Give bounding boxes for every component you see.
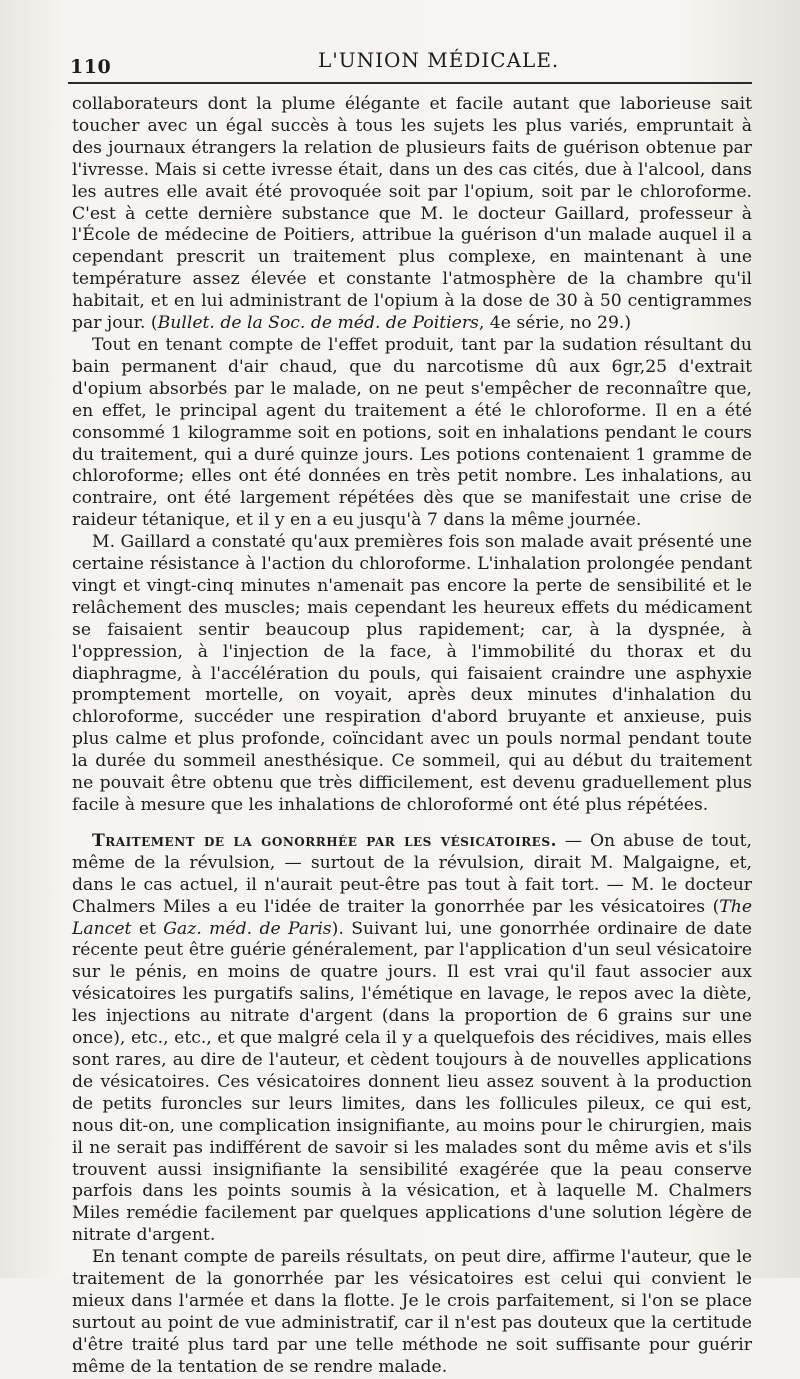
paragraph-1 (72, 94, 752, 335)
section-text-3: ). Suivant lui, une gonorrhée ordinaire de date récente peut être guérie généralement, par l'application d'un seul vésicatoire sur le pénis, en moins de quatre jours. Il est vrai qu'il faut associer aux vésicatoires les purgatifs salins, l'émétique en lavage, le repos avec la diète, les injections au nitrate d'argent (dans la proportion de 6 grains sur une once), etc., etc., et que malgré cela il y a quelquefois des récidives, mais elles sont rares, au dire de l'auteur, et cèdent toujours à de nouvelles applications de vésicatoires. Ces vésicatoires donnent lieu assez souvent à la production de petits furoncles sur leurs limites, dans les follicules pileux, ce qui est, nous dit-on, une complication insignifiante, au moins pour le chirurgien, mais il ne serait pas indifférent de savoir si les malades sont du même avis et s'ils trouvent aussi insignifiante la sensibilité exagérée que la peau conserve parfois dans les points soumis à la vésication, et à laquelle M. Chalmers Miles remédie facilement par quelques applications d'une solution légère de nitrate d'argent. (72, 918, 752, 1246)
bulletin-reference-rest: , 4e série, no 29.) (478, 313, 632, 334)
lancet-reference: The Lancet (72, 896, 752, 939)
section-text-2: et (131, 918, 164, 939)
header-rule (68, 82, 752, 84)
article-body (72, 94, 752, 1379)
paragraph-gonorrhea-section (72, 831, 752, 1247)
gazette-reference: Gaz. méd. de Paris (163, 918, 332, 939)
page-number: 110 (70, 56, 112, 78)
paragraph-1-text: collaborateurs dont la plume élégante et facile autant que laborieuse sait toucher avec un égal succès à tous les sujets les plus variés, empruntait à des journaux étrangers la relation de plusieurs faits de guérison obtenue par l'ivresse. Mais si cette ivresse était, dans un des cas cités, due à l'alcool, dans les autres elle avait été provoquée soit par l'opium, soit par le chloroforme. C'est à cette dernière substance que M. le docteur Gaillard, professeur à l'École de médecine de Poitiers, attribue la guérison d'un malade auquel il a cependant prescrit un traitement plus complexe, en maintenant à une température assez élevée et constante l'atmosphère de la chambre qu'il habitait, et en lui administrant de l'opium à la dose de 30 à 50 centigrammes par jour. ( (72, 94, 752, 334)
page-header (68, 44, 748, 80)
paragraph-3: M. Gaillard a constaté qu'aux premières fois son malade avait présenté une certaine résistance à l'action du chloroforme. L'inhalation prolongée pendant vingt et vingt-cinq minutes n'amenait pas encore la perte de sensibilité et le relâchement des muscles; mais cependant les heureux effets du médicament se faisaient sentir beaucoup plus rapidement; car, à la dyspnée, à l'oppression, à l'injection de la face, à l'immobilité du thorax et du diaphragme, à l'accélération du pouls, qui faisaient craindre une asphyxie promptement mortelle, on voyait, après deux minutes d'inhalation du chloroforme, succéder une respiration d'abord bruyante et anxieuse, puis plus calme et plus profonde, coïncidant avec un pouls normal pendant toute la durée du sommeil anesthésique. Ce sommeil, qui au début du traitement ne pouvait être obtenu que très difficilement, est devenu graduellement plus facile à mesure que les inhalations de chloroformé ont été plus répétées. (72, 532, 752, 815)
section-text-1: — On abuse de tout, même de la révulsion, — surtout de la révulsion, dirait M. Malgaigne, et, dans le cas actuel, il n'aurait peut-être pas tout à fait tort. — M. le docteur Chalmers Miles a eu l'idée de traiter la gonorrhée par les vésicatoires ( (72, 830, 752, 917)
paragraph-5: En tenant compte de pareils résultats, on peut dire, affirme l'auteur, que le traitement de la gonorrhée par les vésicatoires est celui qui convient le mieux dans l'armée et dans la flotte. Je le crois parfaitement, si l'on se place surtout au point de vue administratif, car il n'est pas douteux que la certitude d'être traité plus tard par une telle méthode ne soit suffisante pour guérir même de la tentation de se rendre malade. (72, 1247, 752, 1377)
section-title: Traitement de la gonorrhée par les vésicatoires. (92, 830, 557, 851)
bulletin-reference: Bullet. de la Soc. de méd. de Poitiers (157, 313, 479, 334)
running-head: L'UNION MÉDICALE. (318, 48, 560, 72)
paragraph-2: Tout en tenant compte de l'effet produit, tant par la sudation résultant du bain permanent d'air chaud, que du narcotisme dû aux 6gr,25 d'extrait d'opium absorbés par le malade, on ne peut s'empêcher de reconnaître que, en effet, le principal agent du traitement a été le chloroforme. Il en a été consommé 1 kilogramme soit en potions, soit en inhalations pendant le cours du traitement, qui a duré quinze jours. Les potions contenaient 1 gramme de chloroforme; elles ont été données en très petit nombre. Les inhalations, au contraire, ont été largement répétées dès que se manifestait une crise de raideur tétanique, et il y en a eu jusqu'à 7 dans la même journée. (72, 334, 752, 531)
